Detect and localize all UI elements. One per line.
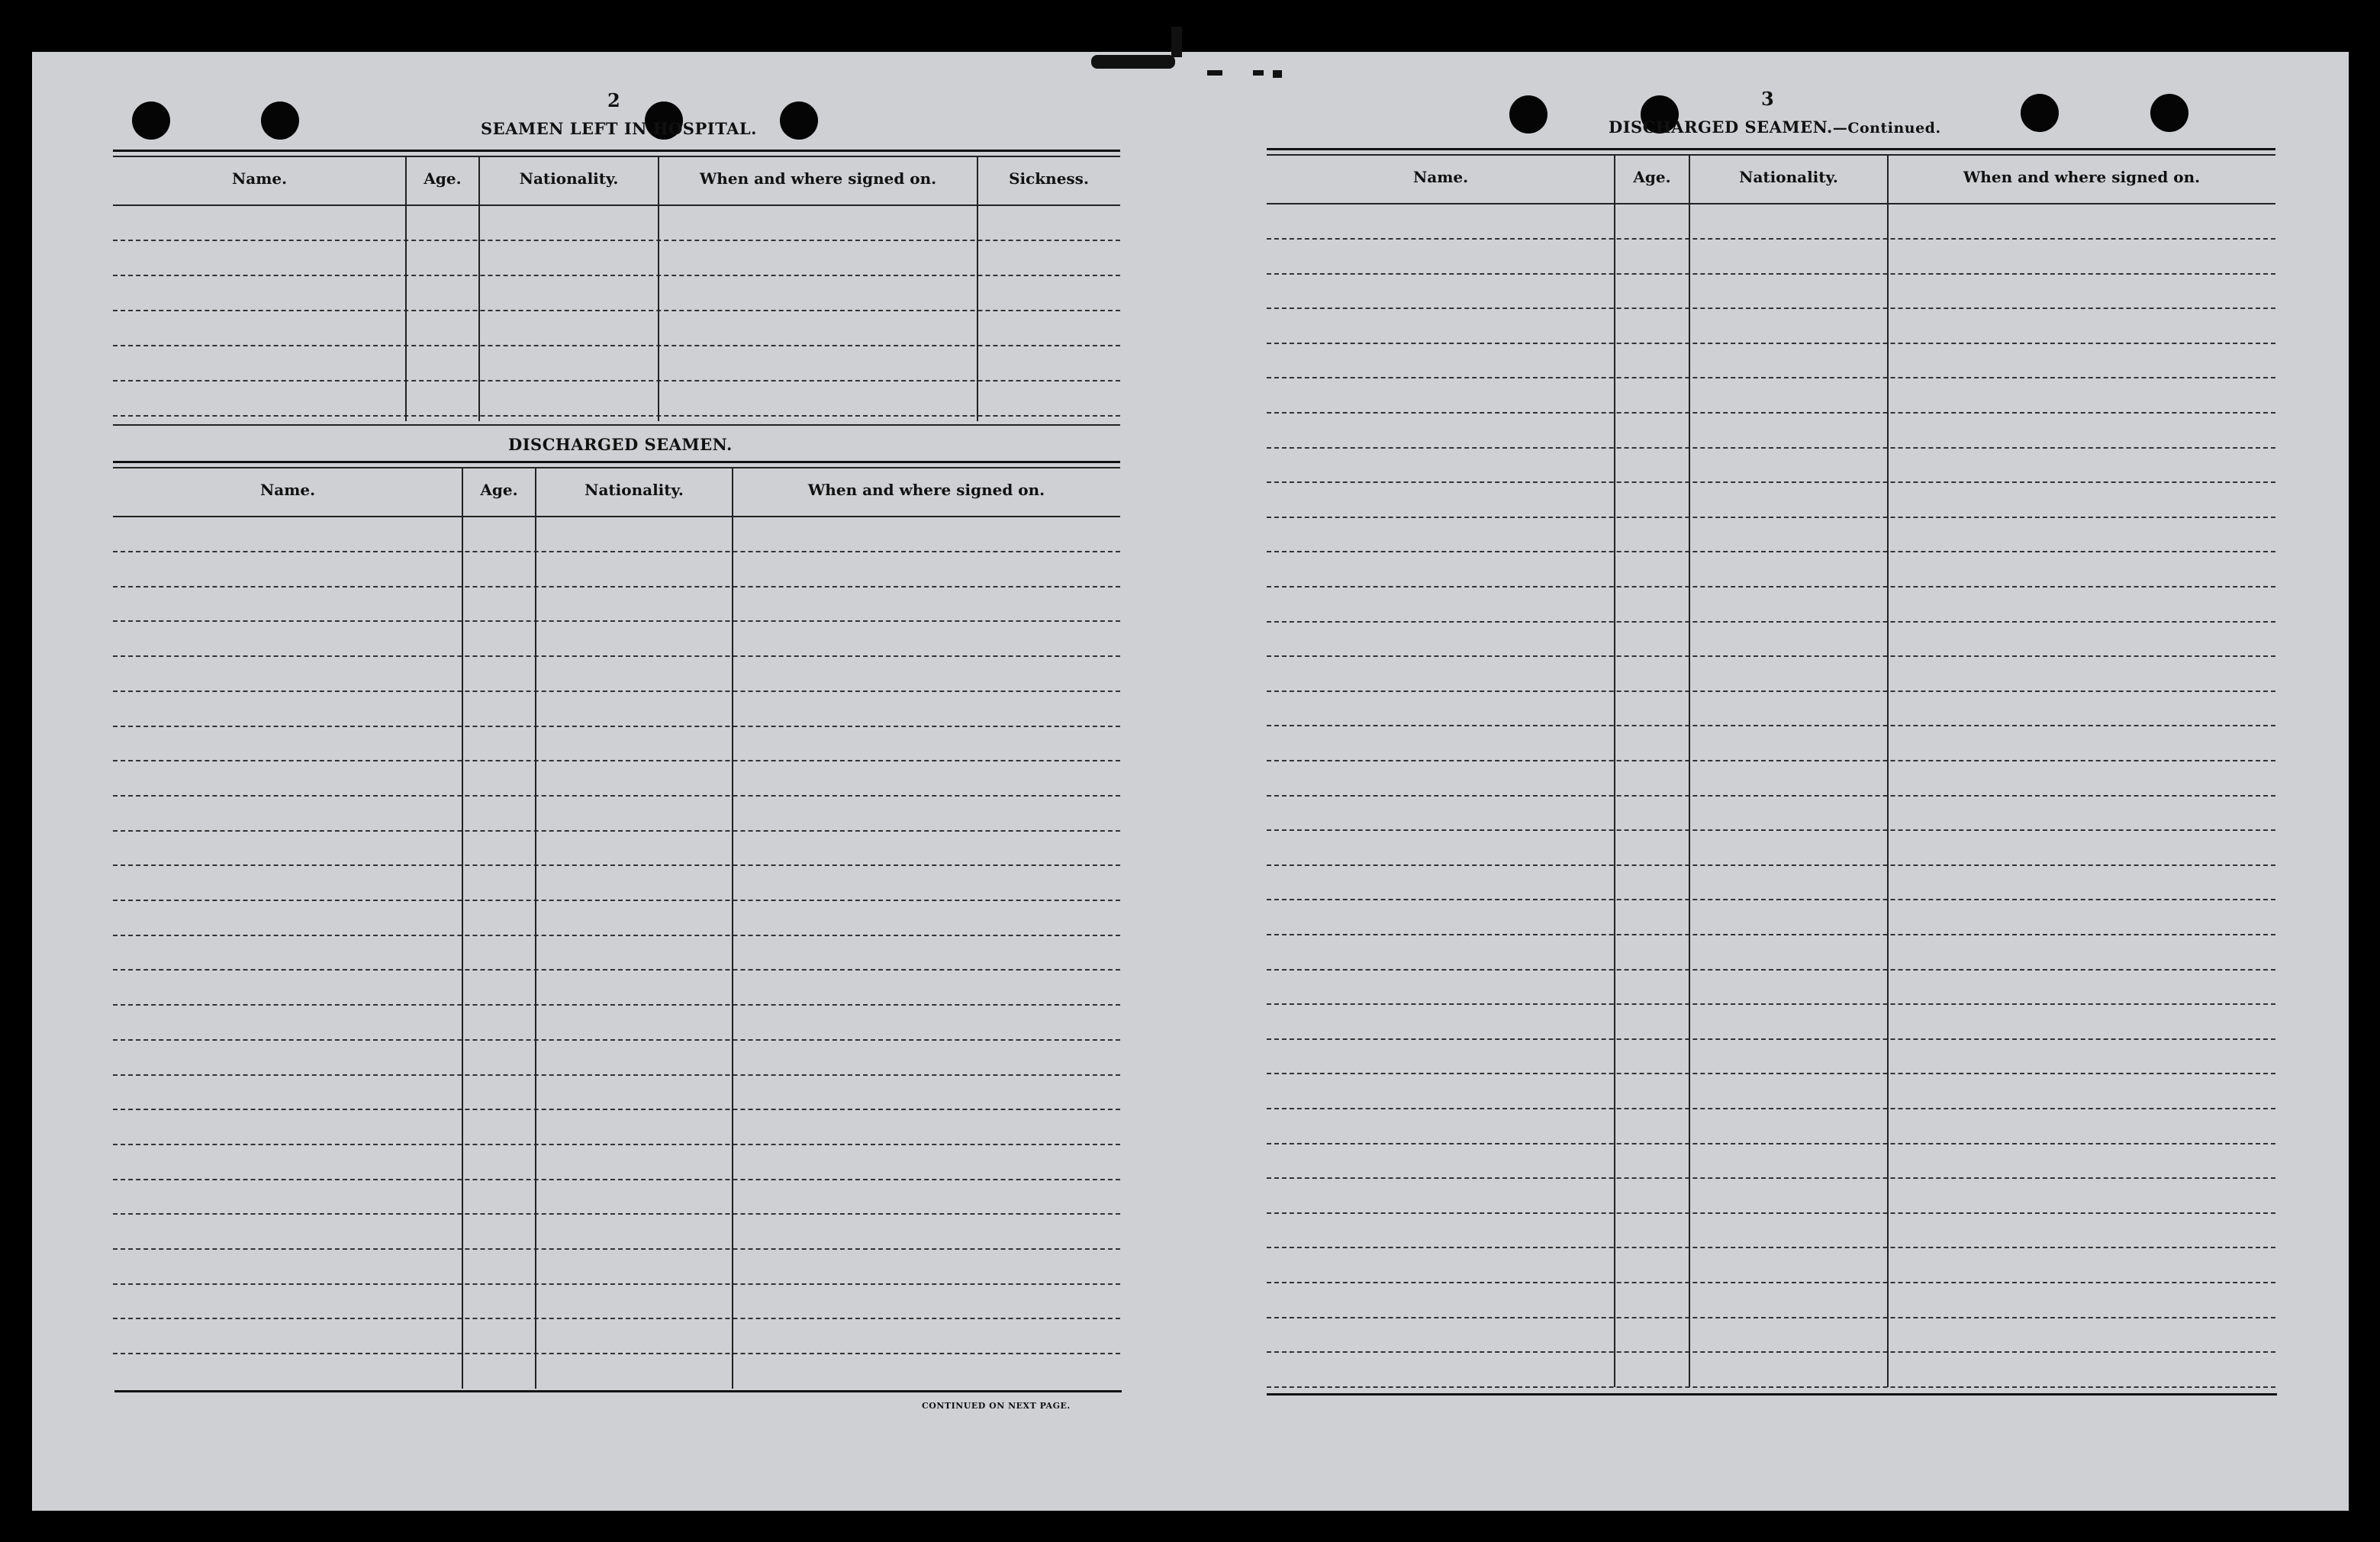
torn-edge-mark (1207, 70, 1222, 76)
form-sheet (32, 52, 2349, 1511)
entry-line (113, 1213, 1120, 1215)
rule (113, 461, 1120, 463)
entry-line (113, 864, 1120, 866)
entry-line (113, 240, 1120, 241)
entry-line (113, 935, 1120, 936)
entry-line (1267, 1073, 2275, 1074)
entry-line (1267, 1003, 2275, 1005)
continued-section-title (1609, 118, 1941, 137)
column-divider (977, 156, 978, 421)
rule (1267, 203, 2275, 204)
column-divider (1689, 154, 1690, 1387)
entry-line (1267, 377, 2275, 378)
entry-line (113, 275, 1120, 276)
entry-line (1267, 795, 2275, 797)
continued-note: CONTINUED ON NEXT PAGE. (922, 1401, 1071, 1411)
continued-title-main: DISCHARGED SEAMEN. (1609, 118, 1833, 137)
entry-line (113, 1109, 1120, 1110)
entry-line (113, 1248, 1120, 1250)
rule (1267, 1393, 2277, 1396)
entry-line (113, 1353, 1120, 1354)
torn-edge-mark (1253, 70, 1264, 76)
page-number: 2 (607, 89, 620, 111)
entry-line (1267, 517, 2275, 518)
entry-line (113, 1004, 1120, 1006)
entry-line (1267, 621, 2275, 623)
discharged-section-title: DISCHARGED SEAMEN. (508, 435, 733, 454)
entry-line (1267, 864, 2275, 866)
entry-line (1267, 1247, 2275, 1248)
entry-line (1267, 343, 2275, 344)
entry-line (113, 415, 1120, 417)
column-header-name: Name. (231, 169, 288, 188)
column-header-name: Name. (259, 481, 316, 499)
column-header-nationality: Nationality. (519, 169, 619, 188)
entry-line (1267, 481, 2275, 483)
entry-line (1267, 412, 2275, 414)
entry-line (113, 760, 1120, 761)
entry-line (113, 691, 1120, 692)
rule (113, 467, 1120, 468)
column-header-sickness: Sickness. (1009, 169, 1089, 188)
entry-line (1267, 307, 2275, 309)
column-divider (1887, 154, 1889, 1387)
entry-line (1267, 1282, 2275, 1283)
rule (113, 156, 1120, 157)
column-header-signed-on: When and where signed on. (1963, 168, 2201, 186)
punch-hole (2150, 94, 2188, 132)
column-header-signed-on: When and where signed on. (807, 481, 1045, 499)
rule (113, 150, 1120, 152)
entry-line (1267, 934, 2275, 935)
entry-line (1267, 586, 2275, 588)
entry-line (1267, 1177, 2275, 1179)
entry-line (1267, 1038, 2275, 1040)
entry-line (1267, 969, 2275, 971)
entry-line (113, 969, 1120, 971)
entry-line (113, 1144, 1120, 1145)
column-divider (658, 156, 659, 421)
torn-edge-mark (1171, 27, 1182, 57)
entry-line (1267, 899, 2275, 900)
rule (1267, 154, 2275, 156)
entry-line (1267, 1386, 2275, 1388)
punch-hole (780, 101, 818, 140)
column-header-name: Name. (1412, 168, 1469, 186)
entry-line (1267, 655, 2275, 657)
punch-hole (2021, 94, 2059, 132)
entry-line (1267, 1351, 2275, 1353)
column-divider (732, 467, 733, 1389)
torn-edge-mark (1273, 70, 1282, 78)
rule (113, 424, 1120, 426)
hospital-section-title: SEAMEN LEFT IN HOSPITAL. (481, 119, 757, 138)
entry-line (113, 795, 1120, 797)
punch-hole (132, 101, 170, 140)
entry-line (113, 586, 1120, 588)
entry-line (113, 380, 1120, 381)
entry-line (1267, 760, 2275, 761)
entry-line (113, 900, 1120, 901)
entry-line (1267, 725, 2275, 726)
entry-line (113, 345, 1120, 346)
column-divider (462, 467, 463, 1389)
column-header-nationality: Nationality. (1739, 168, 1838, 186)
column-header-nationality: Nationality. (585, 481, 684, 499)
column-header-age: Age. (1633, 168, 1671, 186)
entry-line (113, 1074, 1120, 1076)
continued-title-suffix: —Continued. (1832, 120, 1941, 137)
entry-line (1267, 238, 2275, 240)
column-divider (1614, 154, 1615, 1387)
rule (114, 1390, 1122, 1392)
entry-line (1267, 691, 2275, 692)
entry-line (1267, 1143, 2275, 1144)
column-divider (405, 156, 407, 421)
rule (1267, 148, 2275, 150)
column-header-age: Age. (480, 481, 518, 499)
rule (113, 204, 1120, 206)
entry-line (113, 726, 1120, 727)
entry-line (1267, 551, 2275, 552)
page-number: 3 (1761, 88, 1774, 110)
entry-line (113, 1283, 1120, 1285)
punch-hole (261, 101, 299, 140)
entry-line (113, 551, 1120, 552)
entry-line (1267, 273, 2275, 275)
entry-line (113, 1039, 1120, 1041)
entry-line (1267, 1212, 2275, 1214)
column-header-signed-on: When and where signed on. (699, 169, 937, 188)
rule (113, 516, 1120, 517)
column-header-age: Age. (424, 169, 462, 188)
column-divider (478, 156, 480, 421)
punch-hole (1509, 95, 1547, 134)
entry-line (1267, 1317, 2275, 1318)
entry-line (1267, 1108, 2275, 1109)
entry-line (113, 310, 1120, 311)
entry-line (1267, 829, 2275, 831)
entry-line (113, 1318, 1120, 1319)
entry-line (113, 830, 1120, 832)
entry-line (1267, 447, 2275, 449)
torn-edge-mark (1091, 55, 1175, 69)
entry-line (113, 620, 1120, 622)
entry-line (113, 1179, 1120, 1180)
column-divider (535, 467, 536, 1389)
entry-line (113, 655, 1120, 657)
